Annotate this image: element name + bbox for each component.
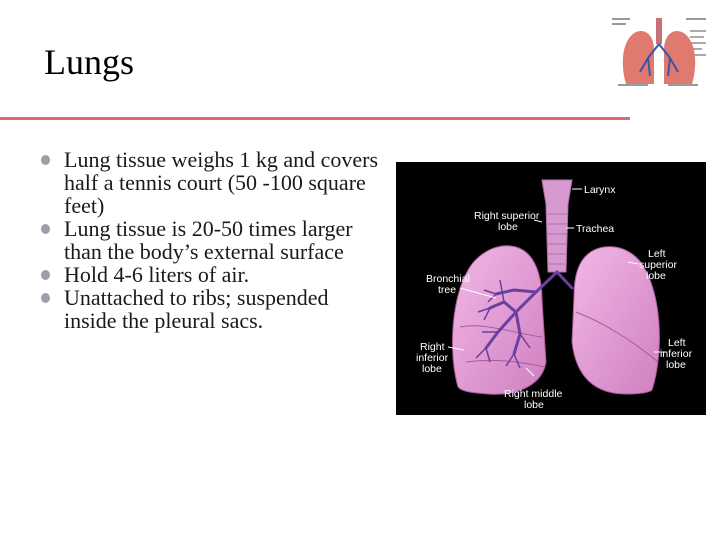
label-left-superior: superior xyxy=(639,259,677,271)
bullet-text: Unattached to ribs; suspended inside the pleural sacs. xyxy=(64,285,329,333)
label-right-superior: lobe xyxy=(498,221,518,233)
bullet-item xyxy=(40,286,380,332)
label-right-superior: Right superior xyxy=(474,210,540,222)
label-left-superior: lobe xyxy=(646,270,666,282)
bullet-list xyxy=(40,148,380,332)
label-left-inferior: inferior xyxy=(660,348,693,360)
bullet-dot-icon xyxy=(41,155,50,165)
bullet-item xyxy=(40,263,380,286)
label-trachea: Trachea xyxy=(576,223,615,235)
label-right-inferior: inferior xyxy=(416,352,449,364)
bullet-item xyxy=(40,148,380,217)
bullet-text: Lung tissue is 20-50 times larger than the body’s external surface xyxy=(64,216,353,264)
title-divider xyxy=(0,117,630,120)
bullet-text: Lung tissue weighs 1 kg and covers half a tennis court (50 -100 square feet) xyxy=(64,147,379,218)
label-right-inferior: lobe xyxy=(422,363,442,375)
label-larynx: Larynx xyxy=(584,184,616,196)
right-lung-shape xyxy=(452,246,546,395)
label-bronchial-tree: Bronchial xyxy=(426,273,470,285)
bullet-item xyxy=(40,217,380,263)
label-left-superior: Left xyxy=(648,248,666,260)
label-right-middle: Right middle xyxy=(504,388,563,400)
bullet-text: Hold 4-6 liters of air. xyxy=(64,262,250,287)
slide-title: Lungs xyxy=(44,42,134,82)
label-left-inferior: Left xyxy=(668,337,686,349)
bullet-dot-icon xyxy=(41,224,50,234)
label-left-inferior: lobe xyxy=(666,359,686,371)
bullet-dot-icon xyxy=(41,270,50,280)
lungs-anatomy-figure xyxy=(396,162,706,415)
lungs-thumbnail-image xyxy=(612,14,708,90)
label-right-middle: lobe xyxy=(524,399,544,411)
label-bronchial-tree: tree xyxy=(438,284,457,296)
bullet-dot-icon xyxy=(41,293,50,303)
label-right-inferior: Right xyxy=(420,341,445,353)
